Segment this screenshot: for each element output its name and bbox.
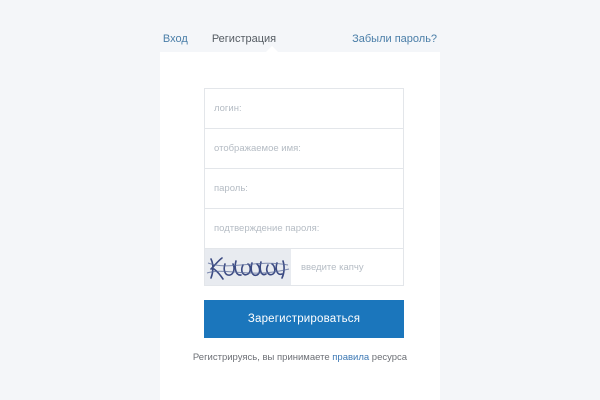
- top-navigation: [0, 28, 600, 50]
- login-field[interactable]: [204, 88, 404, 128]
- display-name-field[interactable]: [204, 128, 404, 168]
- login-field-placeholder: логин:: [214, 103, 242, 114]
- terms-note: [160, 352, 440, 363]
- register-submit-button[interactable]: Зарегистрироваться: [204, 300, 404, 338]
- password-field-placeholder: пароль:: [214, 183, 248, 194]
- password-field[interactable]: [204, 168, 404, 208]
- display-name-field-placeholder: отображаемое имя:: [214, 143, 301, 154]
- terms-link[interactable]: правила: [332, 352, 370, 363]
- captcha-input-placeholder[interactable]: введите капчу: [301, 261, 364, 273]
- registration-form: [204, 88, 404, 286]
- terms-note-after: ресурса: [369, 352, 408, 363]
- terms-note-before: Регистрируясь, вы принимаете: [192, 352, 333, 363]
- password-confirm-field[interactable]: [204, 208, 404, 248]
- nav-forgot[interactable]: Забыли пароль?: [352, 33, 438, 45]
- captcha-image[interactable]: [205, 249, 291, 285]
- registration-card: [160, 52, 440, 400]
- captcha-row: [204, 248, 404, 286]
- nav-login[interactable]: Вход: [162, 33, 188, 45]
- password-confirm-field-placeholder: подтверждение пароля:: [214, 223, 320, 234]
- nav-links: [151, 31, 449, 47]
- nav-register[interactable]: Регистрация: [211, 33, 277, 45]
